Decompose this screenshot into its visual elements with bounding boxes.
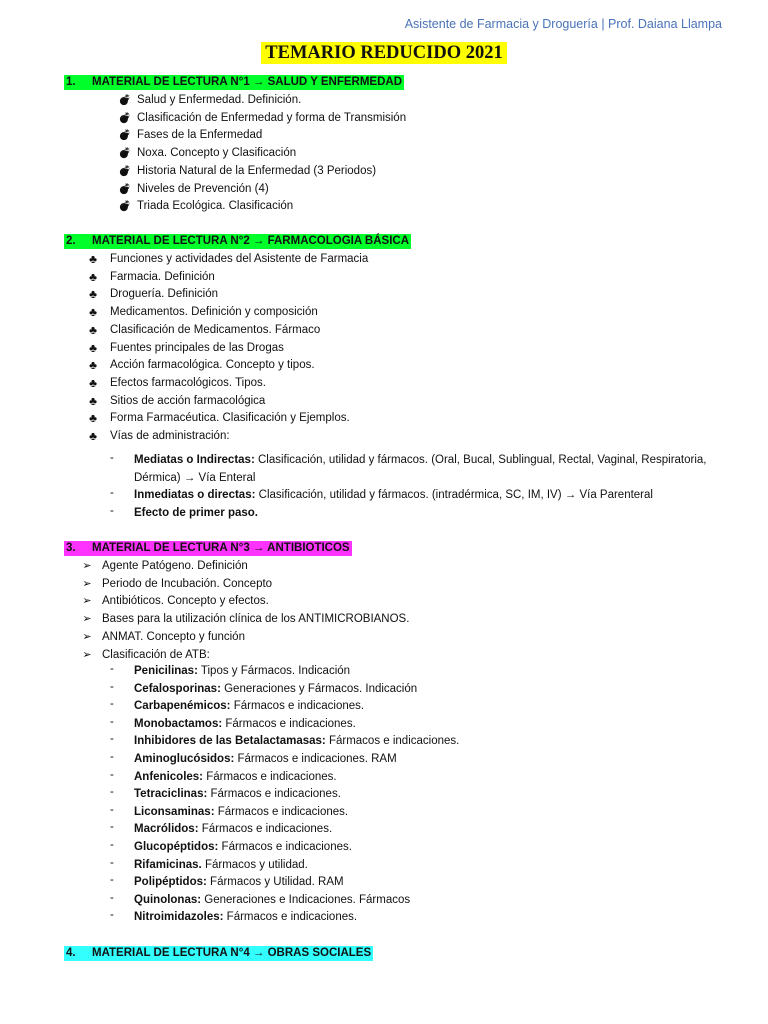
- bomb-icon: 💣: [118, 112, 132, 124]
- sub-list-item: [110, 751, 720, 769]
- sub-list-item-text: [134, 821, 720, 839]
- sub-list-item-text: [134, 874, 720, 892]
- dash-icon: -: [110, 838, 114, 851]
- sub-item-description: Fármacos e indicaciones. RAM: [234, 752, 397, 765]
- list-item: [86, 428, 368, 446]
- dash-icon: -: [110, 680, 114, 693]
- dash-icon: -: [110, 487, 114, 499]
- arrowhead-icon: ➢: [82, 648, 92, 661]
- title-container: [0, 42, 768, 64]
- arrowhead-icon: ➢: [82, 595, 92, 608]
- list-item-text: Agente Patógeno. Definición: [102, 560, 248, 572]
- sub-item-description: Fármacos e indicaciones.: [207, 788, 341, 801]
- list-item-text: Triada Ecológica. Clasificación: [137, 200, 294, 213]
- arrowhead-icon: ➢: [82, 630, 92, 643]
- sub-item-term: Carbapenémicos:: [134, 700, 231, 713]
- sub-list-item: [110, 487, 720, 505]
- sub-item-term: Efecto de primer paso.: [134, 506, 258, 519]
- list-item: [86, 286, 368, 304]
- sub-list-item-text: [134, 505, 720, 523]
- section-1-list: [120, 92, 406, 216]
- section-number: 1.: [66, 76, 76, 88]
- list-item: [86, 322, 368, 340]
- list-item-text: ANMAT. Concepto y función: [102, 630, 245, 643]
- club-icon: ♣: [89, 340, 97, 355]
- dash-icon: -: [110, 909, 114, 922]
- sub-item-description: Fármacos e indicaciones.: [203, 770, 337, 783]
- bomb-icon: 💣: [118, 165, 132, 177]
- sub-list-item-text: [134, 663, 720, 681]
- list-item: [120, 181, 406, 199]
- list-item: [120, 127, 406, 145]
- sub-list-item: [110, 769, 720, 787]
- club-icon: ♣: [89, 322, 97, 337]
- section-3-list: [80, 558, 409, 664]
- sub-item-description: Tipos y Fármacos. Indicación: [197, 665, 351, 677]
- sub-item-term: Inmediatas o directas:: [134, 489, 256, 501]
- sub-list-item-text: [134, 892, 720, 910]
- sub-list-item: [110, 505, 720, 523]
- sub-item-description: Generaciones e Indicaciones. Fármacos: [201, 893, 411, 906]
- sub-list-item-text: [134, 786, 720, 804]
- sub-list-item: [110, 821, 720, 839]
- club-icon: ♣: [89, 252, 97, 266]
- section-2-list: [86, 251, 368, 446]
- sub-list-item-text: [134, 909, 720, 927]
- club-icon: ♣: [89, 287, 97, 302]
- list-item-text: Medicamentos. Definición y composición: [110, 306, 318, 319]
- list-item-text: Periodo de Incubación. Concepto: [102, 577, 273, 590]
- club-icon: ♣: [89, 305, 97, 320]
- list-item-text: Clasificación de Enfermedad y forma de Transmisión: [137, 111, 407, 124]
- club-icon: ♣: [89, 393, 97, 408]
- dash-icon: -: [110, 504, 114, 517]
- dash-icon: -: [110, 698, 114, 711]
- list-item-text: Fuentes principales de las Drogas: [110, 341, 284, 354]
- list-item-text: Farmacia. Definición: [110, 270, 215, 283]
- list-item: [120, 198, 406, 216]
- sub-list-item-text: [134, 751, 720, 769]
- sub-item-term: Polipéptidos:: [134, 876, 207, 889]
- sub-list-item: [110, 681, 720, 699]
- sub-item-term: Tetraciclinas:: [134, 788, 208, 801]
- sub-list-item: [110, 452, 720, 487]
- dash-icon: -: [110, 891, 114, 904]
- sub-list-item: [110, 733, 720, 751]
- sub-item-description: Fármacos e indicaciones.: [214, 805, 349, 818]
- sub-list-item: [110, 786, 720, 804]
- list-item: [86, 304, 368, 322]
- sub-list-item: [110, 839, 720, 857]
- section-3-sublist: [110, 663, 720, 927]
- document-header: Asistente de Farmacia y Droguería | Prof. Daiana Llampa: [404, 17, 722, 31]
- bomb-icon: 💣: [118, 201, 132, 213]
- list-item-text: Salud y Enfermedad. Definición.: [137, 94, 302, 106]
- sub-list-item: [110, 892, 720, 910]
- list-item: [80, 611, 409, 629]
- sub-list-item-text: [134, 804, 720, 822]
- sub-item-description: Generaciones y Fármacos. Indicación: [220, 682, 418, 695]
- section-heading-text: MATERIAL DE LECTURA N°2 → FARMACOLOGIA BÁSICA: [92, 235, 410, 247]
- sub-list-item-text: [134, 857, 720, 875]
- sub-list-item-text: [134, 698, 720, 716]
- section-1-heading: [64, 75, 404, 90]
- dash-icon: -: [110, 715, 114, 728]
- list-item-text: Clasificación de ATB:: [102, 648, 210, 661]
- sub-item-description: Fármacos e indicaciones.: [223, 911, 358, 924]
- list-item-text: Clasificación de Medicamentos. Fármaco: [110, 323, 321, 336]
- sub-list-item: [110, 663, 720, 681]
- list-item-text: Efectos farmacológicos. Tipos.: [110, 376, 266, 389]
- list-item-text: Niveles de Prevención (4): [137, 182, 269, 195]
- sub-list-item-text: [134, 716, 720, 734]
- sub-item-description: Fármacos y utilidad.: [201, 858, 308, 871]
- list-item-text: Forma Farmacéutica. Clasificación y Ejemplos.: [110, 412, 350, 425]
- section-heading-text: MATERIAL DE LECTURA N°3 → ANTIBIOTICOS: [92, 542, 350, 554]
- sub-item-term: Glucopéptidos:: [134, 840, 219, 853]
- sub-item-term: Anfenicoles:: [134, 770, 204, 783]
- sub-item-term: Monobactamos:: [134, 717, 223, 730]
- section-2-sublist: [110, 452, 720, 522]
- list-item-text: Acción farmacológica. Concepto y tipos.: [110, 359, 315, 372]
- dash-icon: -: [110, 786, 114, 799]
- sub-list-item: [110, 716, 720, 734]
- bomb-icon: 💣: [118, 95, 132, 106]
- list-item: [80, 576, 409, 594]
- list-item: [86, 357, 368, 375]
- list-item: [86, 340, 368, 358]
- list-item: [80, 629, 409, 647]
- list-item: [86, 375, 368, 393]
- sub-list-item-text: [134, 681, 720, 699]
- dash-icon: -: [110, 821, 114, 834]
- club-icon: ♣: [89, 429, 97, 444]
- dash-icon: -: [110, 803, 114, 816]
- document-title: TEMARIO REDUCIDO 2021: [261, 42, 506, 64]
- sub-list-item-text: [134, 487, 720, 505]
- list-item: [120, 163, 406, 181]
- section-2-heading: [64, 234, 411, 249]
- dash-icon: -: [110, 733, 114, 746]
- sub-item-description: Fármacos y Utilidad. RAM: [206, 876, 344, 889]
- sub-item-description: Fármacos e indicaciones.: [222, 717, 356, 730]
- sub-list-item-text: [134, 733, 720, 751]
- list-item-text: Vías de administración:: [110, 430, 230, 443]
- sub-item-term: Penicilinas:: [134, 665, 198, 677]
- bomb-icon: 💣: [118, 183, 132, 195]
- list-item: [120, 110, 406, 128]
- sub-list-item-text: [134, 769, 720, 787]
- list-item: [86, 393, 368, 411]
- sub-item-term: Cefalosporinas:: [134, 682, 221, 695]
- dash-icon: -: [110, 663, 114, 675]
- list-item: [86, 410, 368, 428]
- list-item-text: Historia Natural de la Enfermedad (3 Periodos): [137, 164, 377, 177]
- sub-item-term: Macrólidos:: [134, 823, 199, 836]
- list-item: [120, 92, 406, 110]
- list-item-text: Fases de la Enfermedad: [137, 129, 263, 142]
- arrowhead-icon: ➢: [82, 613, 92, 626]
- sub-list-item: [110, 698, 720, 716]
- sub-item-term: Quinolonas:: [134, 893, 202, 906]
- sub-item-description: Fármacos e indicaciones.: [325, 735, 460, 748]
- list-item-text: Sitios de acción farmacológica: [110, 394, 266, 407]
- section-number: 2.: [66, 235, 76, 247]
- club-icon: ♣: [89, 269, 97, 284]
- sub-list-item: [110, 874, 720, 892]
- sub-item-description: Fármacos e indicaciones.: [230, 700, 365, 713]
- dash-icon: -: [110, 768, 114, 781]
- sub-item-description: Fármacos e indicaciones.: [198, 823, 333, 836]
- sub-item-description: Clasificación, utilidad y fármacos. (Oral, Bucal, Sublingual, Rectal, Vaginal, Respiratoria, Dérmica) → Vía Enteral: [134, 454, 707, 484]
- bomb-icon: 💣: [118, 130, 132, 142]
- list-item: [120, 145, 406, 163]
- sub-item-term: Aminoglucósidos:: [134, 752, 235, 765]
- sub-item-term: Rifamicinas.: [134, 858, 202, 871]
- club-icon: ♣: [89, 375, 97, 390]
- sub-item-description: Fármacos e indicaciones.: [218, 840, 352, 853]
- dash-icon: -: [110, 856, 114, 869]
- section-number: 3.: [66, 542, 76, 554]
- sub-item-description: Clasificación, utilidad y fármacos. (intradérmica, SC, IM, IV) → Vía Parenteral: [255, 489, 653, 501]
- section-heading-text: MATERIAL DE LECTURA N°1 → SALUD Y ENFERMEDAD: [92, 76, 403, 88]
- list-item: [86, 251, 368, 269]
- sub-item-term: Liconsaminas:: [134, 805, 215, 818]
- list-item-text: Bases para la utilización clínica de los ANTIMICROBIANOS.: [102, 613, 410, 626]
- club-icon: ♣: [89, 411, 97, 426]
- list-item-text: Noxa. Concepto y Clasificación: [137, 147, 297, 160]
- sub-list-item-text: [134, 839, 720, 857]
- list-item: [80, 558, 409, 576]
- dash-icon: -: [110, 750, 114, 763]
- arrowhead-icon: ➢: [82, 560, 92, 572]
- arrowhead-icon: ➢: [82, 577, 92, 590]
- section-number: 4.: [66, 947, 76, 959]
- list-item-text: Antibióticos. Concepto y efectos.: [102, 595, 269, 608]
- sub-item-term: Inhibidores de las Betalactamasas:: [134, 735, 326, 748]
- sub-list-item: [110, 804, 720, 822]
- dash-icon: -: [110, 874, 114, 887]
- list-item-text: Droguería. Definición: [110, 288, 219, 301]
- sub-item-term: Nitroimidazoles:: [134, 911, 224, 924]
- section-4-heading: [64, 946, 373, 961]
- bomb-icon: 💣: [118, 148, 132, 160]
- sub-list-item: [110, 857, 720, 875]
- club-icon: ♣: [89, 358, 97, 373]
- sub-item-term: Mediatas o Indirectas:: [134, 454, 255, 466]
- list-item: [86, 269, 368, 287]
- list-item: [80, 593, 409, 611]
- section-3-heading: [64, 541, 352, 556]
- section-heading-text: MATERIAL DE LECTURA N°4 → OBRAS SOCIALES: [92, 947, 372, 959]
- sub-list-item-text: [134, 452, 720, 487]
- list-item: [80, 647, 409, 665]
- sub-list-item: [110, 909, 720, 927]
- dash-icon: -: [110, 452, 114, 464]
- list-item-text: Funciones y actividades del Asistente de Farmacia: [110, 253, 369, 265]
